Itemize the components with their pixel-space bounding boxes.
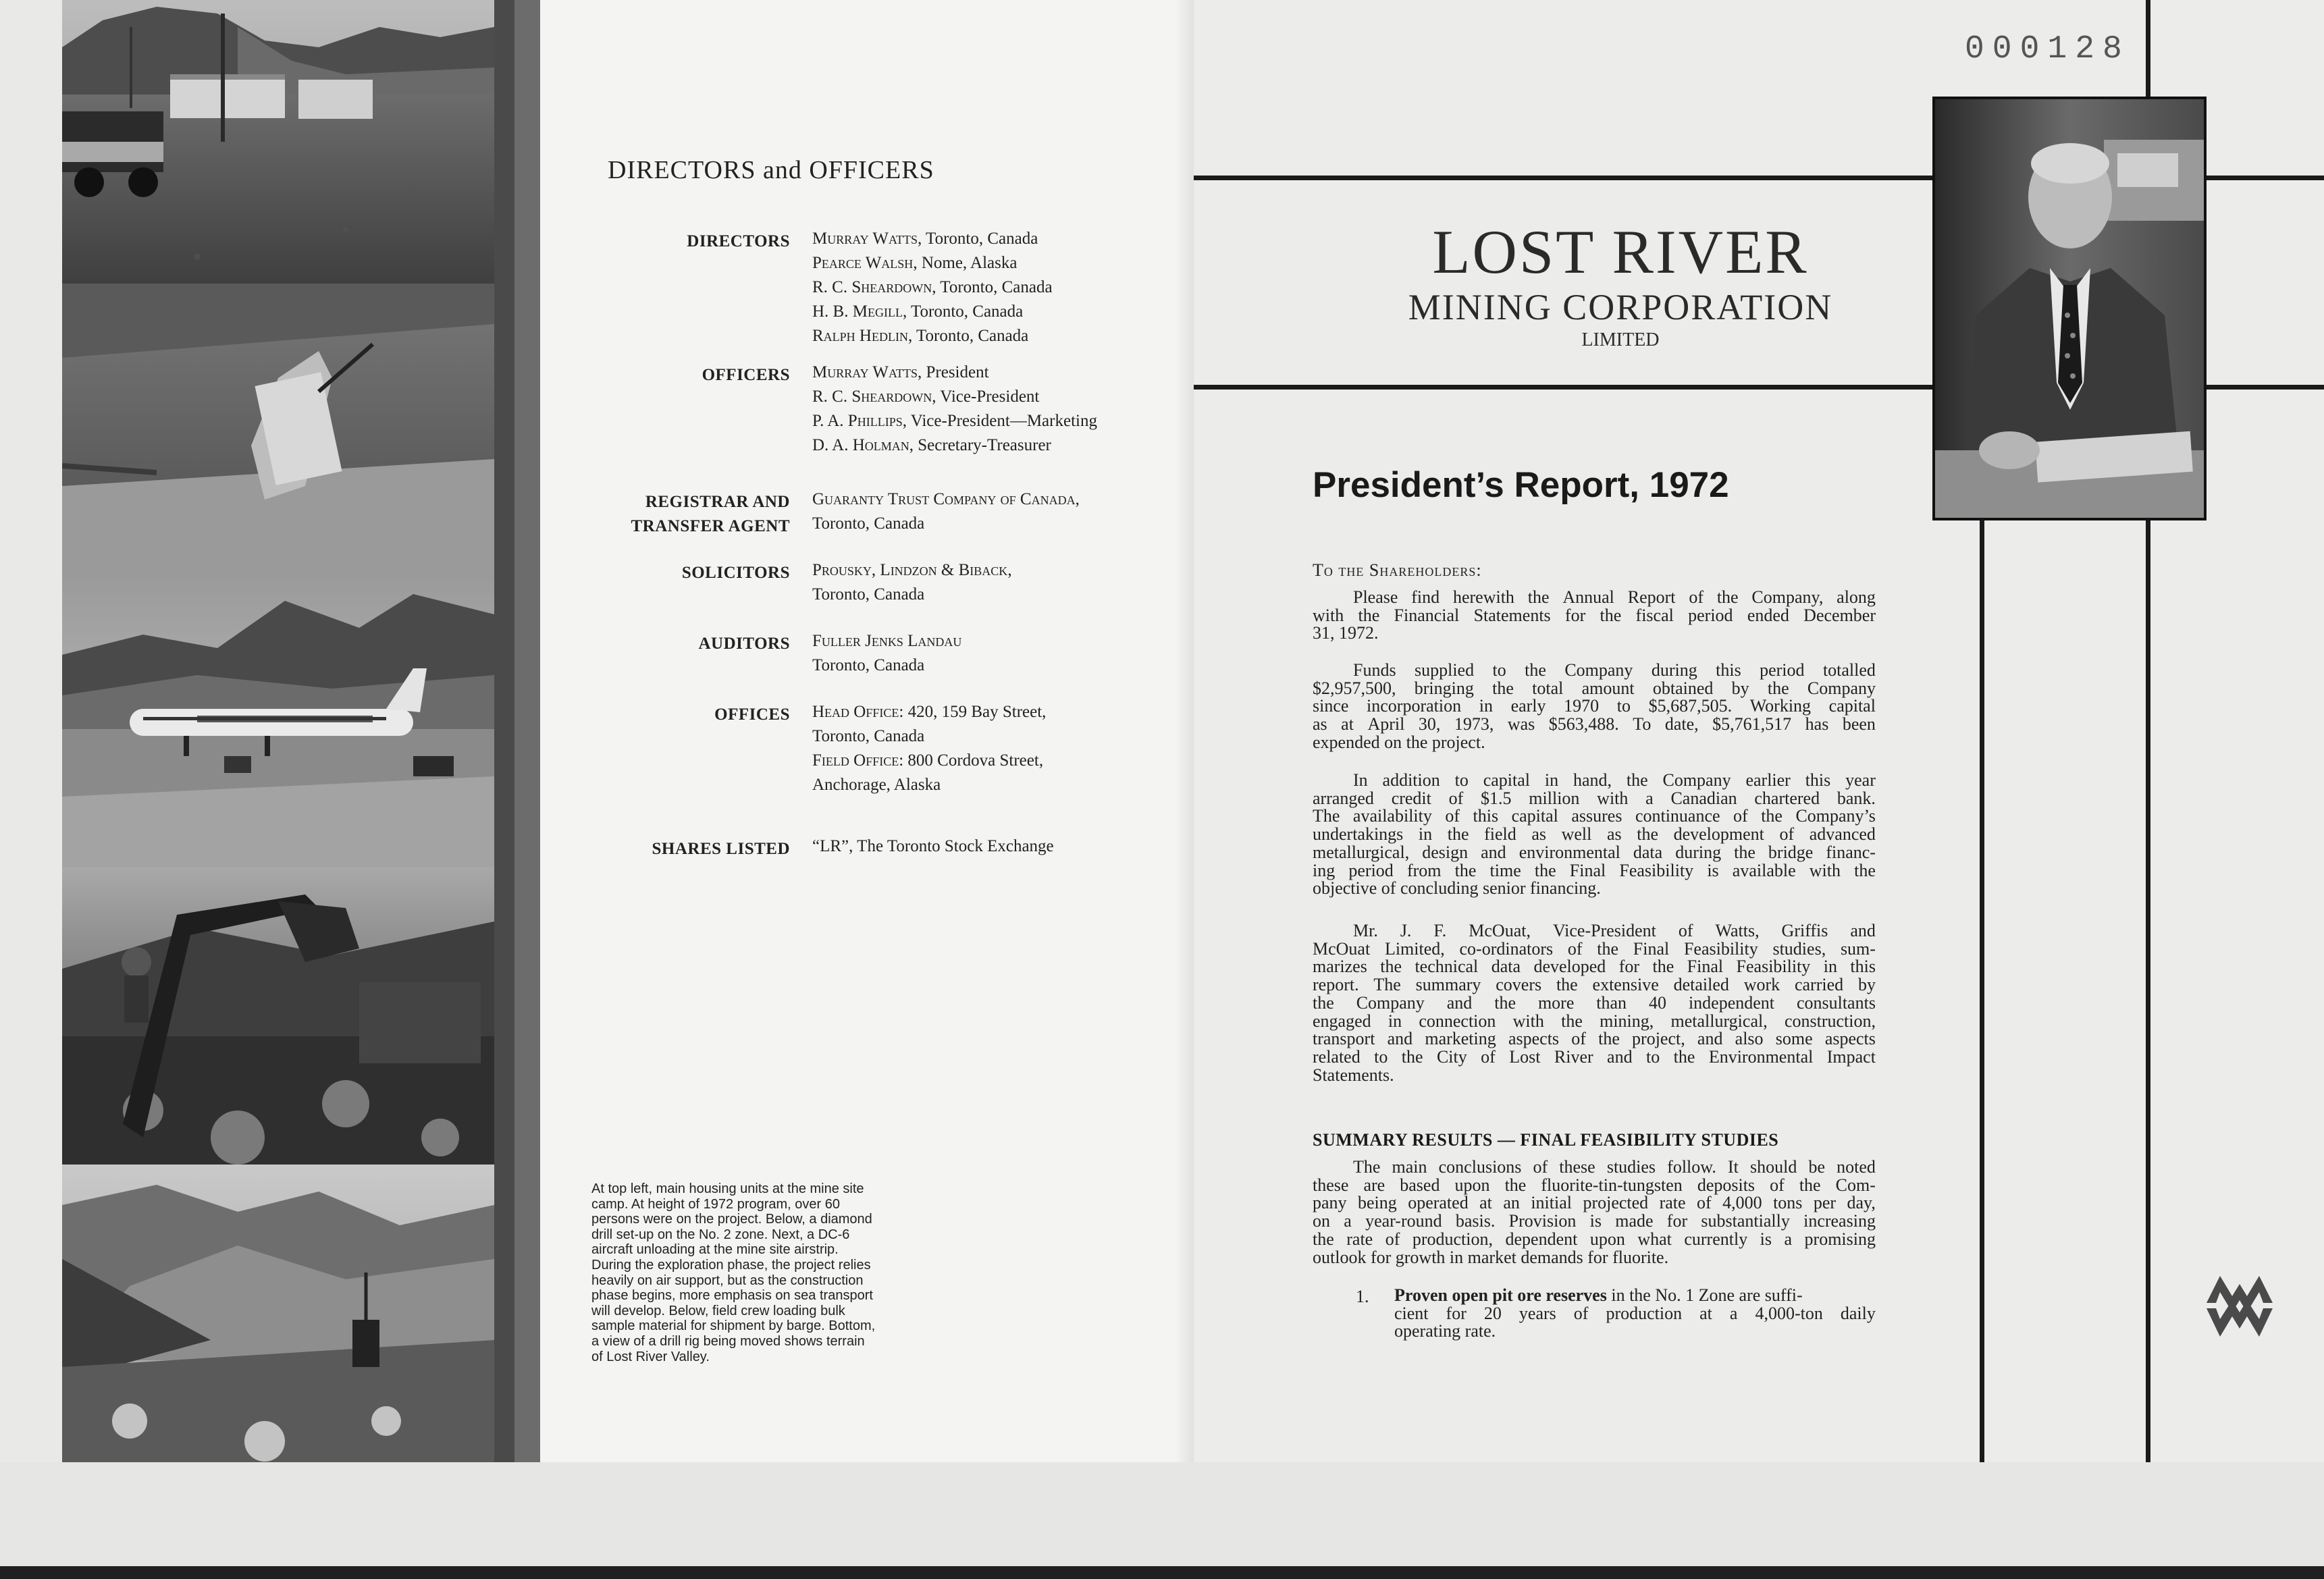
text-line: operating rate. (1394, 1321, 1496, 1341)
section-label (574, 363, 790, 387)
caption-line: aircraft unloading at the mine site airstrip. (591, 1242, 839, 1258)
text-line: the rate of production, dependent upon what currently is a promising (1313, 1229, 1876, 1249)
page-margin-dark-band (494, 0, 514, 1462)
entry-detail: Toronto, Canada (812, 727, 925, 745)
section-label-line: TRANSFER AGENT (631, 517, 790, 535)
entry-name: Prousky, Lindzon & Biback (812, 561, 1008, 579)
entry-detail: Anchorage, Alaska (812, 776, 941, 794)
caption-line: sample material for shipment by barge. Bottom, (591, 1318, 876, 1334)
photo-housing-camp (62, 0, 494, 284)
entry-detail: , Toronto, Canada (932, 278, 1053, 296)
section-entries (812, 834, 1054, 859)
section-label (574, 230, 790, 254)
text-line: on a year-round basis. Provision is made for substantially increasing (1313, 1211, 1876, 1231)
text-line: engaged in connection with the mining, metallurgical, construction, (1313, 1011, 1876, 1031)
photo-caption (591, 1181, 943, 1364)
text-line: 31, 1972. (1313, 623, 1379, 643)
company-limited: LIMITED (1581, 329, 1660, 350)
section-label-line: SHARES LISTED (652, 840, 790, 858)
entry-detail: , (1007, 561, 1012, 579)
section-entry (812, 409, 1097, 433)
entry-detail: Toronto, Canada (812, 585, 925, 604)
section-entries (812, 700, 1046, 797)
text-line: The availability of this capital assures continuance of the Company’s (1313, 806, 1876, 826)
entry-detail: , Toronto, Canada (907, 327, 1029, 345)
text-line: report. The summary covers the extensive detailed work carried by (1313, 975, 1876, 995)
section-entry (812, 487, 1080, 512)
entry-detail: , President (918, 363, 989, 381)
text-line: Funds supplied to the Company during this period totalled (1353, 660, 1876, 680)
section-entry (812, 724, 1046, 749)
entry-detail: Toronto, Canada (812, 514, 925, 533)
text-line: The main conclusions of these studies follow. It should be noted (1353, 1157, 1876, 1177)
text-line: Statements. (1313, 1065, 1394, 1085)
entry-name: Head Office (812, 703, 899, 721)
directors-officers-heading: DIRECTORS and OFFICERS (608, 156, 934, 184)
entry-detail: , Vice-President (932, 387, 1040, 406)
text-line: undertakings in the field as well as the development of advanced (1313, 824, 1876, 845)
report-paragraph (1313, 589, 1876, 643)
greeting: To the Shareholders: (1313, 560, 1482, 580)
entry-detail: , Toronto, Canada (902, 302, 1024, 321)
entry-detail: : 800 Cordova Street, (899, 751, 1044, 770)
section-entry (812, 558, 1012, 583)
section-entry (812, 583, 1012, 607)
section-entries (812, 558, 1012, 607)
report-paragraph (1313, 662, 1876, 752)
text-line: related to the City of Lost River and to the Environmental Impact (1313, 1046, 1876, 1067)
section-label-line: OFFICES (714, 705, 790, 724)
section-label-line: OFFICERS (702, 366, 790, 384)
entry-detail: Toronto, Canada (812, 656, 925, 674)
section-entry (812, 834, 1054, 859)
caption-line: drill set-up on the No. 2 zone. Next, a DC-6 (591, 1227, 850, 1242)
section-entry (812, 629, 961, 653)
section-entries (812, 227, 1053, 348)
entry-name: Pearce Walsh (812, 254, 914, 272)
section-entry (812, 773, 1046, 797)
entry-detail: , Toronto, Canada (918, 230, 1038, 248)
section-entry (812, 300, 1053, 324)
text-line: since incorporation in early 1970 to $5,687,505. Working capital (1313, 696, 1876, 716)
text-line: In addition to capital in hand, the Company earlier this year (1353, 770, 1876, 790)
caption-line: persons were on the project. Below, a diamond (591, 1212, 872, 1227)
text-line: metallurgical, design and environmental data during the bridge financ- (1313, 842, 1876, 862)
section-entry (812, 360, 1097, 385)
rule-vertical-left (1980, 515, 1984, 1462)
section-entries (812, 487, 1080, 536)
caption-line: a view of a drill rig being moved shows terrain (591, 1333, 865, 1349)
text-line: cient for 20 years of production at a 4,000-ton daily (1394, 1303, 1876, 1323)
summary-paragraph (1313, 1158, 1876, 1266)
text-line: the Company and the more than 40 independent consultants (1313, 992, 1876, 1013)
mw-logo-icon (2202, 1269, 2277, 1343)
entry-detail: “LR”, The Toronto Stock Exchange (812, 837, 1054, 855)
photo-dc6-aircraft (62, 574, 494, 867)
entry-name: Guaranty Trust Company of Canada (812, 490, 1076, 508)
entry-detail: , Secretary-Treasurer (909, 436, 1051, 454)
president-portrait-photo (1932, 97, 2207, 520)
company-name: LOST RIVER (1432, 217, 1809, 286)
caption-line: of Lost River Valley. (591, 1349, 710, 1364)
photo-diamond-drill (62, 284, 494, 574)
scan-background (0, 1462, 2324, 1579)
section-entry (812, 251, 1053, 275)
photo-loading-sample (62, 867, 494, 1165)
report-paragraph (1313, 772, 1876, 898)
entry-name: Murray Watts (812, 230, 918, 248)
page-fold-shadow (1175, 0, 1194, 1462)
text-line: objective of concluding senior financing. (1313, 878, 1601, 899)
section-label (574, 837, 790, 861)
text-line: transport and marketing aspects of the project, and also some aspects (1313, 1029, 1876, 1049)
entry-name: R. C. Sheardown (812, 387, 932, 406)
document-number: 000128 (1965, 31, 2130, 68)
caption-line: At top left, main housing units at the mine site (591, 1181, 864, 1196)
list-item-bold: Proven open pit ore reserves (1394, 1285, 1607, 1305)
text-line: Mr. J. F. McOuat, Vice-President of Watts, Griffis and (1353, 921, 1876, 940)
entry-name: P. A. Phillips (812, 412, 903, 430)
section-entries (812, 360, 1097, 458)
page-margin-gray-band (514, 0, 540, 1462)
section-label (574, 490, 790, 539)
report-paragraph (1313, 922, 1876, 1084)
text-line: pany being operated at an initial projected rate of 4,000 tons per day, (1313, 1193, 1876, 1213)
text-line: Proven open pit ore reserves in the No. 1 Zone are suffi- (1394, 1285, 1803, 1305)
text-line: McOuat Limited, co-ordinators of the Final Feasibility studies, sum- (1313, 938, 1876, 959)
text-line: arranged credit of $1.5 million with a Canadian chartered bank. (1313, 788, 1876, 808)
caption-line: heavily on air support, but as the construction (591, 1273, 864, 1288)
entry-name: D. A. Holman (812, 436, 909, 454)
section-label-line: REGISTRAR AND (645, 493, 790, 511)
section-entry (812, 749, 1046, 773)
section-entry (812, 700, 1046, 724)
photo-drill-rig-valley (62, 1165, 494, 1462)
section-entry (812, 385, 1097, 409)
section-entries (812, 629, 961, 678)
entry-name: Fuller Jenks Landau (812, 632, 962, 650)
section-label (574, 561, 790, 585)
section-label (574, 632, 790, 656)
caption-line: During the exploration phase, the project relies (591, 1257, 871, 1273)
text-line: Please find herewith the Annual Report of the Company, along (1353, 587, 1876, 607)
text-line: as at April 30, 1973, was $563,488. To date, $5,761,517 has been (1313, 714, 1876, 734)
caption-line: phase begins, more emphasis on sea transport (591, 1288, 873, 1304)
section-entry (812, 653, 961, 678)
section-entry (812, 275, 1053, 300)
entry-detail: : 420, 159 Bay Street, (899, 703, 1047, 721)
photo-strip (62, 0, 494, 1462)
text-line: with the Financial Statements for the fiscal period ended December (1313, 605, 1876, 625)
entry-name: Murray Watts (812, 363, 918, 381)
entry-name: Field Office (812, 751, 899, 770)
entry-detail: , Vice-President—Marketing (902, 412, 1097, 430)
report-title: President’s Report, 1972 (1313, 465, 1729, 505)
text-line: marizes the technical data developed for the Final Feasibility in this (1313, 957, 1876, 977)
section-label (574, 703, 790, 727)
company-subtitle: MINING CORPORATION (1408, 287, 1833, 327)
entry-name: R. C. Sheardown (812, 278, 932, 296)
entry-detail: , (1075, 490, 1080, 508)
text-line: these are based upon the fluorite-tin-tungsten deposits of the Com- (1313, 1175, 1876, 1195)
caption-line: will develop. Below, field crew loading bulk (591, 1303, 845, 1318)
text-line: expended on the project. (1313, 732, 1485, 752)
text-line: $2,957,500, bringing the total amount obtained by the Company (1313, 678, 1876, 698)
entry-name: H. B. Megill (812, 302, 903, 321)
section-label-line: SOLICITORS (681, 564, 790, 582)
caption-line: camp. At height of 1972 program, over 60 (591, 1196, 840, 1212)
section-entry (812, 512, 1080, 536)
list-item-number: 1. (1356, 1287, 1369, 1306)
section-entry (812, 324, 1053, 348)
entry-name: Ralph Hedlin (812, 327, 908, 345)
text-line: ing period from the time the Final Feasibility is available with the (1313, 860, 1876, 880)
section-entry (812, 433, 1097, 458)
scan-bottom-edge (0, 1566, 2324, 1579)
list-item-text (1394, 1287, 1876, 1341)
section-entry (812, 227, 1053, 251)
summary-heading: SUMMARY RESULTS — FINAL FEASIBILITY STUDIES (1313, 1130, 1779, 1150)
section-label-line: AUDITORS (698, 635, 790, 653)
entry-detail: , Nome, Alaska (913, 254, 1018, 272)
section-label-line: DIRECTORS (687, 232, 790, 250)
text-line: outlook for growth in market demands for fluorite. (1313, 1247, 1669, 1267)
